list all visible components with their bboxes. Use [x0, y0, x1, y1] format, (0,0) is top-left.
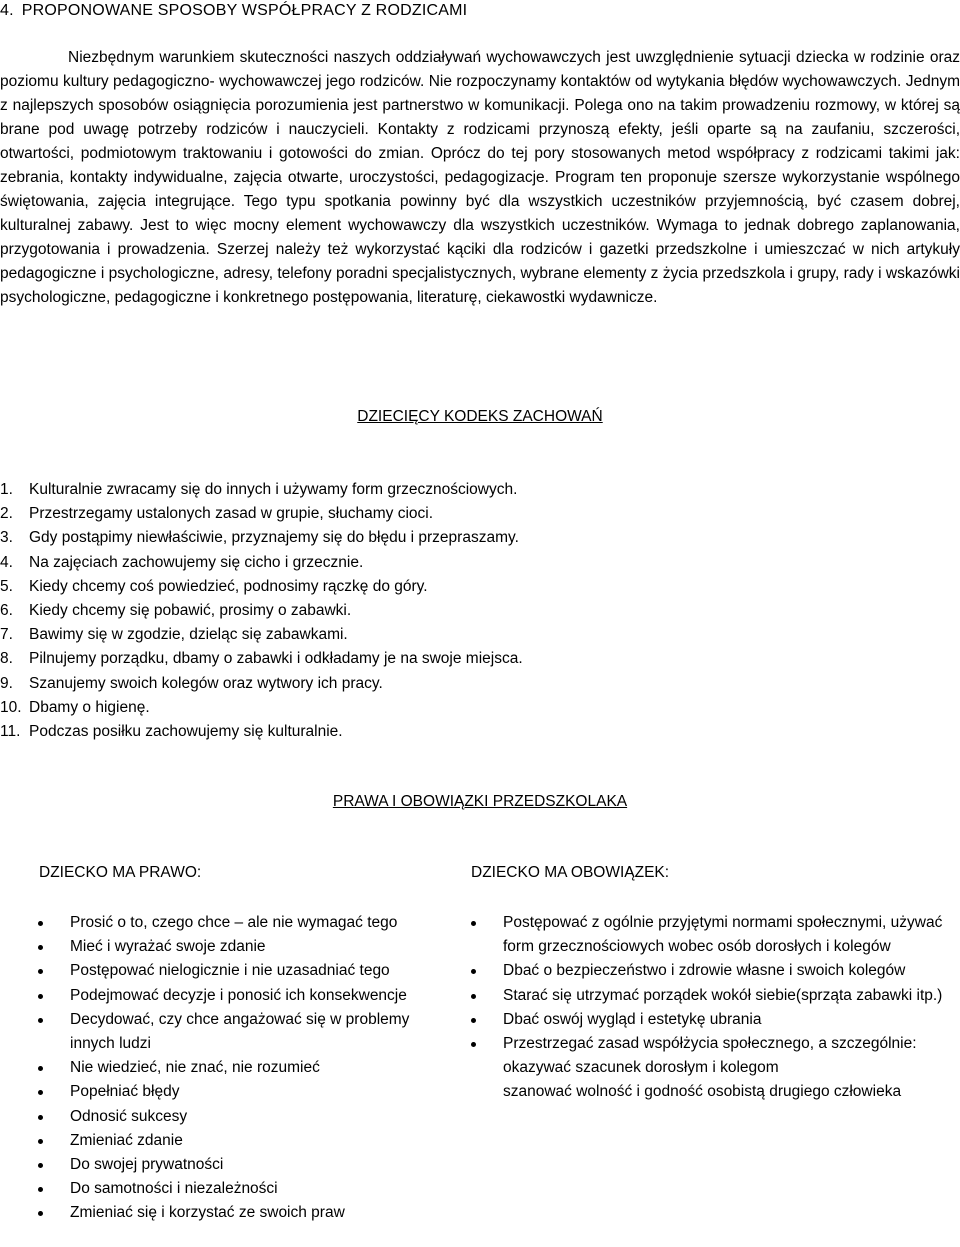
duties-item — [470, 984, 955, 1008]
rights-item: Podejmować decyzje i ponosić ich konsekwencje — [37, 984, 452, 1008]
duties-item-text: Dbać o bezpieczeństwo i zdrowie własne i swoich kolegów — [503, 962, 906, 980]
rights-item: Nie wiedzieć, nie znać, nie rozumieć — [37, 1056, 452, 1080]
section-number: 4. — [0, 2, 14, 19]
kodeks-item-number: 3. — [0, 529, 13, 547]
kodeks-item — [0, 502, 523, 526]
kodeks-item-text: Bawimy się w zgodzie, dzieląc się zabawkami. — [29, 626, 348, 644]
kodeks-item-text: Przestrzegamy ustalonych zasad w grupie, słuchamy cioci. — [29, 505, 434, 523]
duties-item-text: Przestrzegać zasad współżycia społecznego, a szczególnie: — [503, 1035, 917, 1053]
rights-item: Postępować nielogicznie i nie uzasadniać tego — [37, 959, 452, 983]
duties-item-text: Postępować z ogólnie przyjętymi normami społecznymi, używać form grzecznościowych wobec osób dorosłych i kolegów — [503, 914, 943, 956]
kodeks-item-number: 5. — [0, 577, 13, 595]
duties-item — [470, 911, 955, 959]
rights-item: Popełniać błędy — [37, 1080, 452, 1104]
kodeks-item-number: 8. — [0, 650, 13, 668]
rights-item: Decydować, czy chce angażować się w problemy innych ludzi — [37, 1008, 452, 1056]
duties-subitem-text: okazywać szacunek dorosłym i kolegom — [503, 1059, 779, 1077]
duties-list — [470, 911, 955, 1105]
kodeks-item-text: Pilnujemy porządku, dbamy o zabawki i odkładamy je na swoje miejsca. — [29, 650, 523, 668]
kodeks-list — [0, 478, 523, 744]
rights-list — [37, 911, 452, 1226]
rights-item: Zmieniać się i korzystać ze swoich praw — [37, 1201, 452, 1225]
kodeks-item — [0, 575, 523, 599]
rights-item: Do swojej prywatności — [37, 1153, 452, 1177]
kodeks-item — [0, 672, 523, 696]
intro-paragraph: Niezbędnym warunkiem skuteczności naszych oddziaływań wychowawczych jest uwzględnienie sytuacji dziecka w rodzinie oraz poziomu kultury pedagogiczno- wychowawczej jego rodziców. Nie rozpoczynamy kontaktów od wytykania błędów wychowawczych. Jednym z najlepszych sposobów osiągnięcia porozumienia jest partnerstwo w komunikacji. Polega ono na takim prowadzeniu rozmowy, w której są brane pod uwagę potrzeby rodziców i nauczycieli. Kontakty z rodzicami przynoszą efekty, jeśli oparte są na zaufaniu, szczerości, otwartości, podmiotowym traktowaniu i gotowości do zmian. Oprócz do tej pory stosowanych metod współpracy z rodzicami takimi jak: zebrania, kontakty indywidualne, zajęcia otwarte, uroczystości, pedagogizacje. Program ten proponuje szersze wykorzystanie wspólnego świętowania, zajęcia integrujące. Tego typu spotkania powinny być dla wszystkich uczestników przyjemnością, być czasem dobrej, kulturalnej zabawy. Jest to więc mocny element wychowawczy dla wszystkich uczestników. Wymaga to jednak dobrego zaplanowania, przygotowania i prowadzenia. Szerzej należy też wykorzystać kąciki dla rodziców i gazetki przedszkolne i umieszczać w nich artykuły pedagogiczne i psychologiczne, adresy, telefony poradni specjalistycznych, wybrane elementy z życia przedszkola i grupy, rady i wskazówki psychologiczne, pedagogiczne i konkretnego postępowania, literaturę, ciekawostki wydawnicze. — [0, 49, 960, 306]
kodeks-item-text: Szanujemy swoich kolegów oraz wytwory ich pracy. — [29, 674, 383, 692]
prawa-title: PRAWA I OBOWIĄZKI PRZEDSZKOLAKA — [332, 793, 628, 810]
kodeks-item-number: 9. — [0, 674, 13, 692]
section-heading — [0, 2, 467, 20]
kodeks-item — [0, 478, 523, 502]
kodeks-item-number: 1. — [0, 481, 13, 498]
rights-heading: DZIECKO MA PRAWO: — [39, 864, 202, 881]
rights-item: Zmieniać zdanie — [37, 1129, 452, 1153]
kodeks-item-number: 11. — [0, 722, 21, 740]
kodeks-item-number: 4. — [0, 553, 13, 571]
duties-heading: DZIECKO MA OBOWIĄZEK: — [471, 864, 670, 881]
kodeks-item-text: Kiedy chcemy się pobawić, prosimy o zabawki. — [29, 601, 352, 619]
duties-item — [470, 959, 955, 983]
duties-item — [470, 1008, 955, 1032]
rights-item: Do samotności i niezależności — [37, 1177, 452, 1201]
kodeks-item — [0, 647, 523, 671]
rights-item: Mieć i wyrażać swoje zdanie — [37, 935, 452, 959]
kodeks-item-text: Na zajęciach zachowujemy się cicho i grzecznie. — [29, 553, 364, 571]
section-heading-text: PROPONOWANE SPOSOBY WSPÓŁPRACY Z RODZICAMI — [21, 2, 468, 19]
kodeks-item — [0, 551, 523, 575]
kodeks-item — [0, 720, 523, 744]
kodeks-item — [0, 599, 523, 623]
kodeks-item — [0, 696, 523, 720]
kodeks-item-number: 10. — [0, 698, 22, 716]
kodeks-title: DZIECIĘCY KODEKS ZACHOWAŃ — [357, 408, 603, 425]
duties-subitem-text: szanować wolność i godność osobistą drugiego człowieka — [503, 1083, 902, 1101]
kodeks-item-number: 2. — [0, 505, 13, 523]
kodeks-item-text: Dbamy o higienę. — [29, 698, 150, 716]
kodeks-item-text: Podczas posiłku zachowujemy się kulturalnie. — [29, 722, 343, 740]
duties-item-text: Starać się utrzymać porządek wokół siebie(sprząta zabawki itp.) — [503, 986, 943, 1004]
kodeks-item-text: Gdy postąpimy niewłaściwie, przyznajemy się do błędu i przepraszamy. — [29, 529, 519, 547]
kodeks-item-text: Kulturalnie zwracamy się do innych i używamy form grzecznościowych. — [29, 481, 518, 498]
kodeks-item-number: 6. — [0, 601, 13, 619]
kodeks-item-number: 7. — [0, 626, 13, 644]
duties-item-text: Dbać oswój wygląd i estetykę ubrania — [503, 1010, 762, 1028]
kodeks-item — [0, 526, 523, 550]
duties-item — [470, 1032, 955, 1105]
kodeks-item-text: Kiedy chcemy coś powiedzieć, podnosimy rączkę do góry. — [29, 577, 428, 595]
rights-item: Odnosić sukcesy — [37, 1105, 452, 1129]
kodeks-item — [0, 623, 523, 647]
rights-item: Prosić o to, czego chce – ale nie wymagać tego — [37, 911, 452, 935]
